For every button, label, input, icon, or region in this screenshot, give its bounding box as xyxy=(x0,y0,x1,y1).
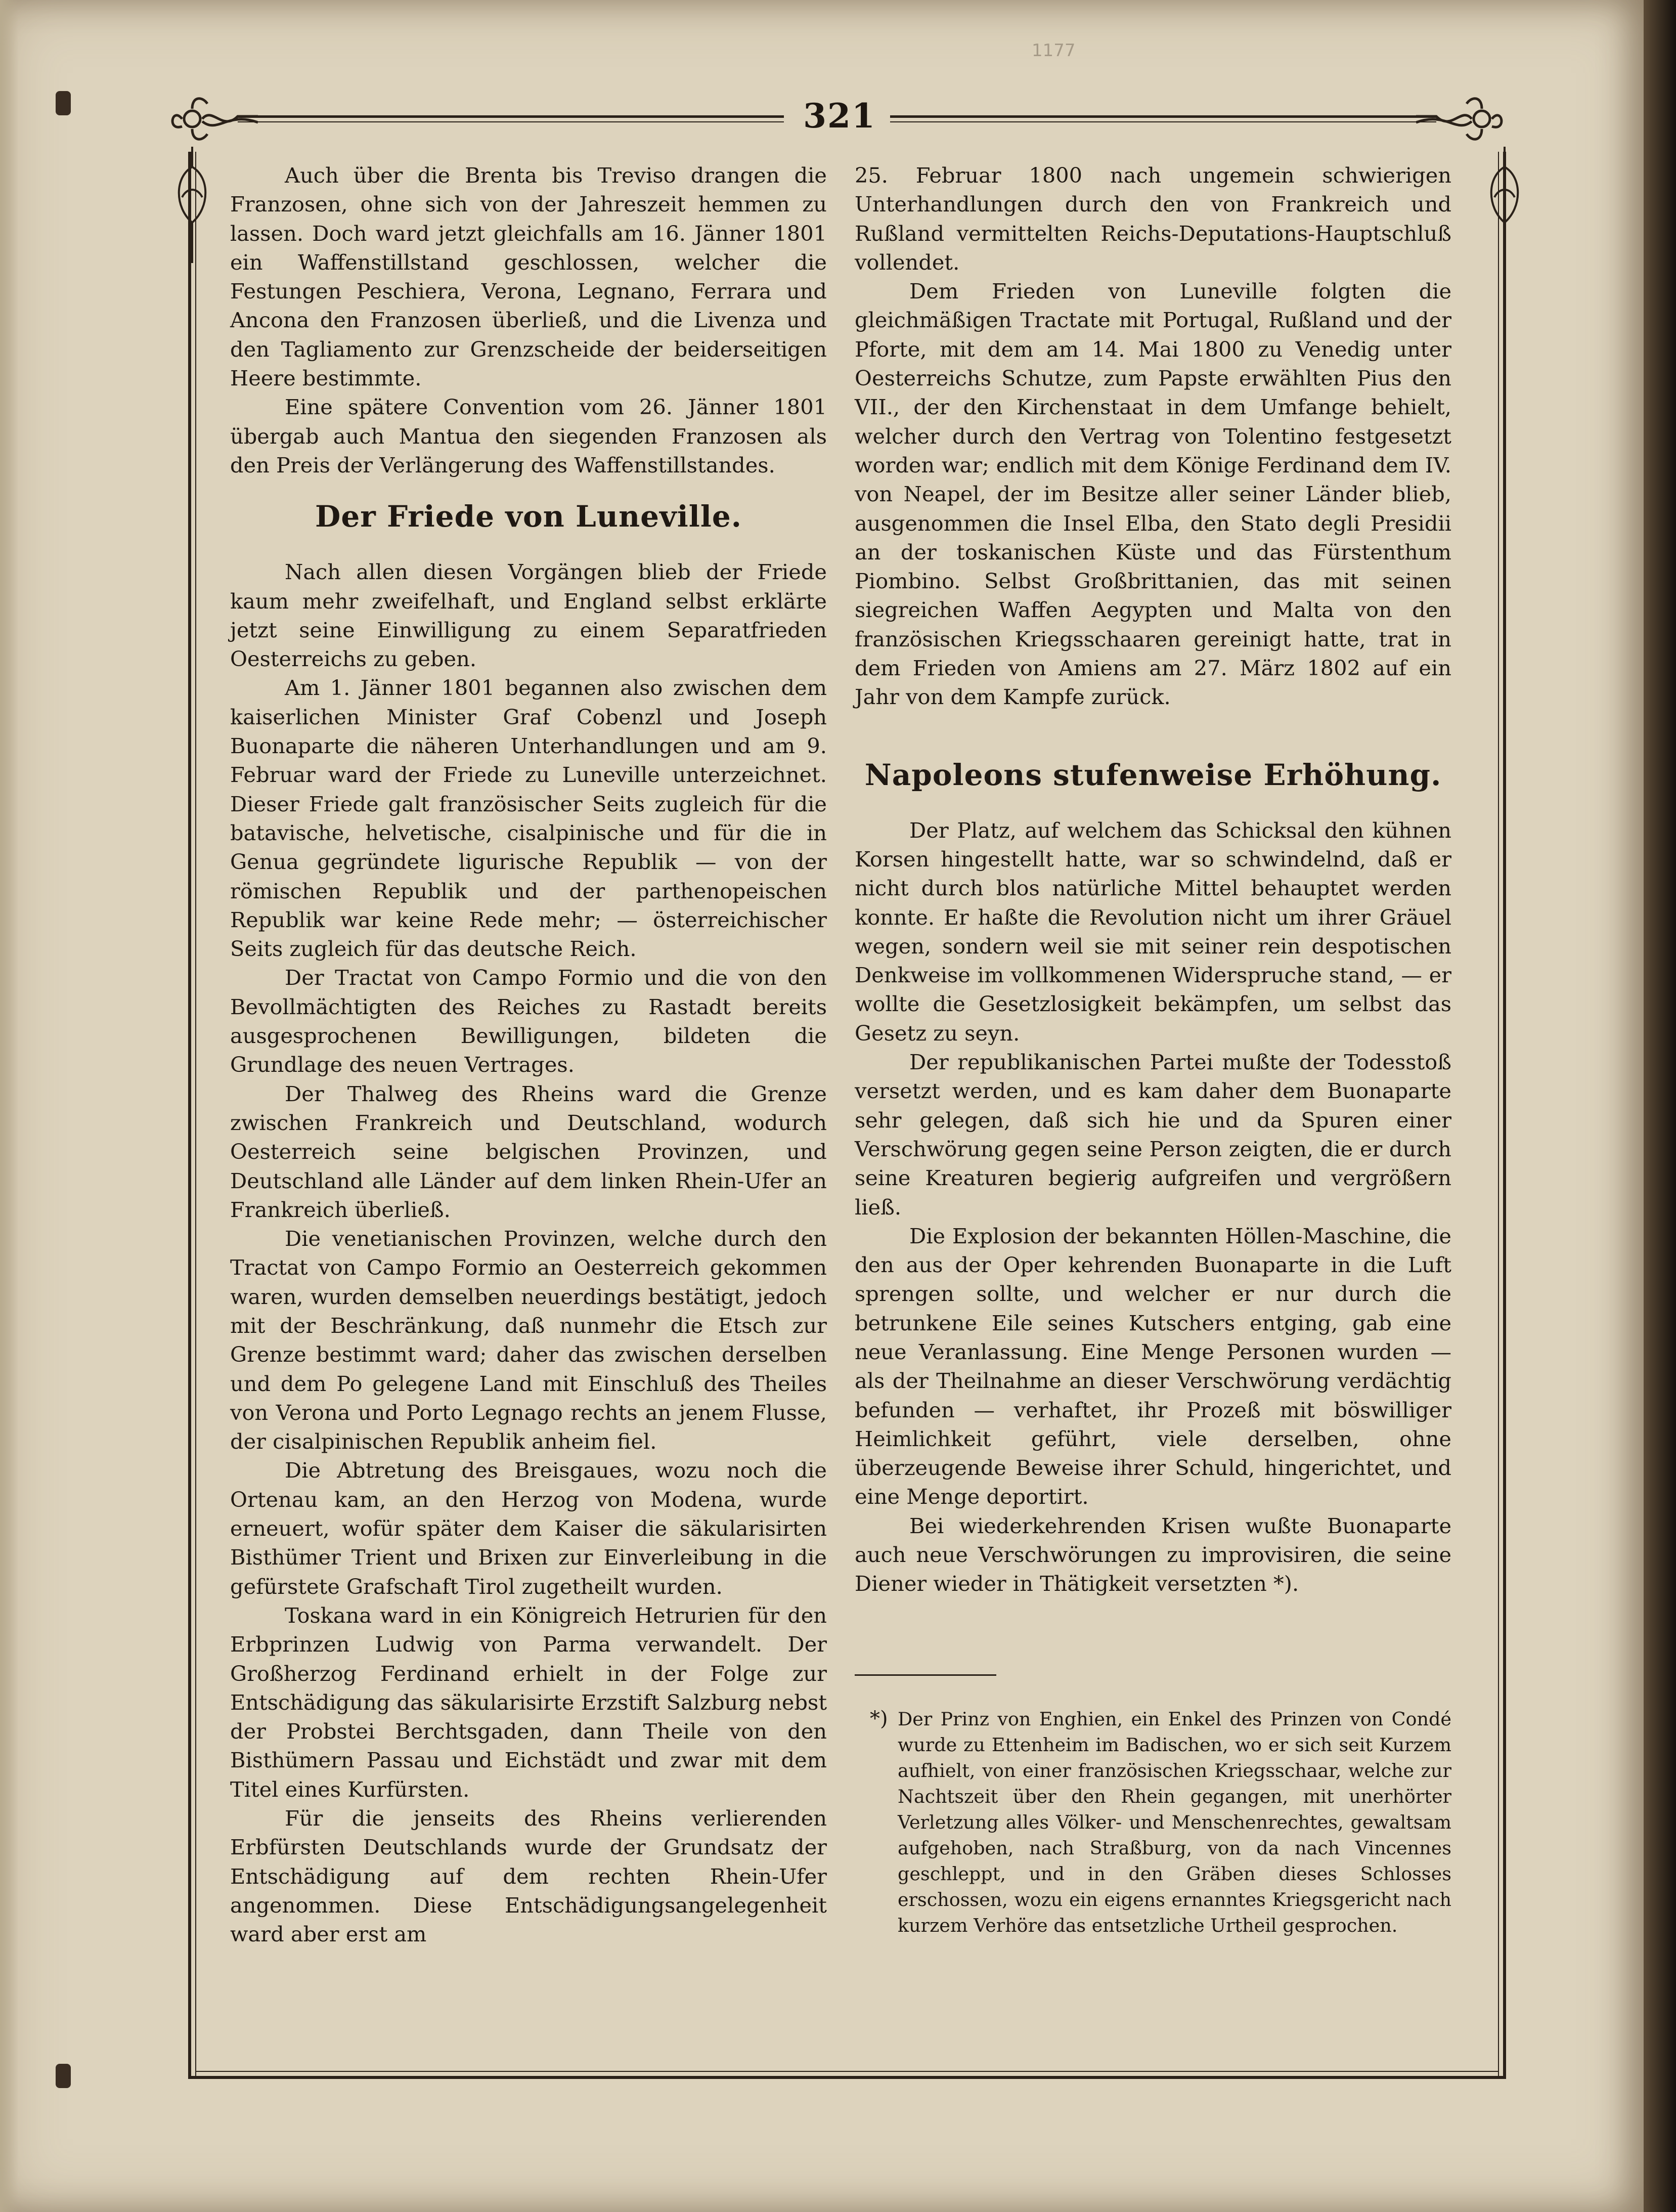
section-heading-luneville: Der Friede von Luneville. xyxy=(315,499,742,534)
footnote-rule xyxy=(855,1674,996,1676)
top-rule-right xyxy=(890,115,1436,118)
footnote xyxy=(855,1706,1451,1938)
paragraph-continuation: 25. Februar 1800 nach ungemein schwierigen Unterhandlungen durch den von Frankreich und Rußland vermittelten Reichs-Deputations-Hauptschluß vollendet. xyxy=(855,163,1451,275)
paragraph-intro-2: Eine spätere Convention vom 26. Jänner 1801 übergab auch Mantua den siegenden Franzosen als den Preis der Verlängerung des Waffenstillstandes. xyxy=(230,395,827,478)
paragraph-body-7: Toskana ward in ein Königreich Hetrurien für den Erbprinzen Ludwig von Parma verwandelt. Der Großherzog Ferdinand erhielt in der Folge zur Entschädigung das säkularisirte Erzstift Salzburg nebst der Probstei Berchtsgaden, dann Theile von den Bisthümern Passau und Eichstädt und zwar mit dem Titel eines Kurfürsten. xyxy=(230,1602,827,1802)
footnote-mark: *) xyxy=(870,1707,888,1730)
paragraph-body-6: Die Abtretung des Breisgaues, wozu noch die Ortenau kam, an den Herzog von Modena, wurde erneuert, wofür später dem Kaiser die säkularisirten Bisthümer Trient und Brixen zur Einverleibung in die gefürstete Grafschaft Tirol zugetheilt wurden. xyxy=(230,1458,827,1599)
binding-shadow xyxy=(1644,0,1676,2212)
page-edge-left xyxy=(0,0,18,2212)
top-rule-left-thin xyxy=(238,121,784,122)
paragraph-napoleon-3: Die Explosion der bekannten Höllen-Maschine, die den aus der Oper kehrenden Buonaparte in die Luft sprengen sollte, und welcher er nur durch die betrunkene Eile seines Kutschers entging, gab eine neue Veranlassung. Eine Menge Personen wurden — als der Theilnahme an dieser Verschwörung verdächtig befunden — verhaftet, ihr Prozeß mit böswilliger Heimlichkeit geführt, viele derselben, ohne überzeugende Beweise ihrer Schuld, hingerichtet, und eine Menge deportirt. xyxy=(855,1223,1451,1509)
top-rule-right-thin xyxy=(890,121,1436,122)
page-number: 321 xyxy=(803,96,876,136)
side-ornament-left-icon xyxy=(169,147,215,268)
right-column xyxy=(855,161,1451,1938)
paragraph-napoleon-2: Der republikanischen Partei mußte der Todesstoß versetzt werden, und es kam daher dem Buonaparte sehr gelegen, daß sich hie und da Spuren einer Verschwörung gegen seine Person zeigten, die er durch seine Kreaturen begierig aufgreifen und vergrößern ließ. xyxy=(855,1050,1451,1220)
paragraph-body-2: Am 1. Jänner 1801 begannen also zwischen dem kaiserlichen Minister Graf Cobenzl und Joseph Buonaparte die näheren Unterhandlungen und am 9. Februar ward der Friede zu Luneville unterzeichnet. Dieser Friede galt französischer Seits zugleich für die batavische, helvetische, cisalpinische und für die in Genua gegründete ligurische Republik — von der römischen Republik und der parthenopeischen Republik war keine Rede mehr; — österreichischer Seits zugleich für das deutsche Reich. xyxy=(230,675,827,962)
paragraph-napoleon-1: Der Platz, auf welchem das Schicksal den kühnen Korsen hingestellt hatte, war so schwindelnd, daß er nicht durch blos natürliche Mittel behauptet werden konnte. Er haßte die Revolution nicht um ihrer Gräuel wegen, sondern weil sie mit seiner rein despotischen Denkweise im vollkommenen Widerspruche stand, — er wollte die Gesetzlosigkeit bekämpfen, um selbst das Gesetz zu seyn. xyxy=(855,817,1451,1046)
section-heading-napoleon: Napoleons stufenweise Erhöhung. xyxy=(864,757,1442,792)
binding-hole-bottom xyxy=(56,2064,71,2088)
paragraph-body-8: Für die jenseits des Rheins verlierenden Erbfürsten Deutschlands wurde der Grundsatz der Entschädigung auf dem rechten Rhein-Ufer angenommen. Diese Entschädigungsangelegenheit ward aber erst am xyxy=(230,1806,827,1947)
paragraph-body-5: Die venetianischen Provinzen, welche durch den Tractat von Campo Formio an Oesterreich gekommen waren, wurden demselben neuerdings bestätigt, jedoch mit der Beschränkung, daß nunmehr die Etsch zur Grenze bestimmt ward; daher das zwischen derselben und dem Po gelegene Land mit Einschluß des Theiles von Verona und Porto Legnago rechts an jenem Flusse, der cisalpinischen Republik anheim fiel. xyxy=(230,1226,827,1454)
left-column xyxy=(230,161,827,1949)
paragraph-body-3: Der Tractat von Campo Formio und die von den Bevollmächtigten des Reiches zu Rastadt bereits ausgesprochenen Bewilligungen, bildeten die Grundlage des neuen Vertrages. xyxy=(230,965,827,1077)
paragraph-napoleon-4: Bei wiederkehrenden Krisen wußte Buonaparte auch neue Verschwörungen zu improvisiren, die seine Diener wieder in Thätigkeit versetzten *). xyxy=(855,1513,1451,1596)
frame-line-right xyxy=(1503,152,1506,2079)
paragraph-treaties: Dem Frieden von Luneville folgten die gleichmäßigen Tractate mit Portugal, Rußland und der Pforte, mit dem am 14. Mai 1800 zu Venedig unter Oesterreichs Schutze, zum Papste erwählten Pius den VII., der den Kirchenstaat in dem Umfange behielt, welcher durch den Vertrag von Tolentino festgesetzt worden war; endlich mit dem Könige Ferdinand dem IV. von Neapel, der im Besitze aller seiner Länder blieb, ausgenommen die Insel Elba, den Stato degli Presidii an der toskanischen Küste und das Fürstenthum Piombino. Selbst Großbrittanien, das mit seinen siegreichen Waffen Aegypten und Malta von den französischen Kriegsschaaren gereinigt hatte, trat in dem Frieden von Amiens am 27. März 1802 auf ein Jahr von dem Kampfe zurück. xyxy=(855,279,1451,710)
top-rule-left xyxy=(238,115,784,118)
paragraph-body-4: Der Thalweg des Rheins ward die Grenze zwischen Frankreich und Deutschland, wodurch Oesterreich seine belgischen Provinzen, und Deutschland alle Länder auf dem linken Rhein-Ufer an Frankreich überließ. xyxy=(230,1081,827,1222)
paragraph-body-1: Nach allen diesen Vorgängen blieb der Friede kaum mehr zweifelhaft, und England selbst erklärte jetzt seine Einwilligung zu einem Separatfrieden Oesterreichs zu geben. xyxy=(230,559,827,672)
frame-line-right-inner xyxy=(1498,152,1499,2079)
frame-line-bottom-inner xyxy=(195,2071,1499,2072)
side-ornament-right-icon xyxy=(1482,147,1527,268)
frame-line-bottom xyxy=(188,2076,1506,2079)
footnote-text: Der Prinz von Enghien, ein Enkel des Prinzen von Condé wurde zu Ettenheim im Badischen, wo er sich seit Kurzem aufhielt, von einer französischen Kriegsschaar, welche zur Nachtszeit über den Rhein gegangen, mit unerhörter Verletzung alles Völker- und Menschenrechtes, gewaltsam aufgehoben, nach Straßburg, von da nach Vincennes geschleppt, und in den Gräben dieses Schlosses erschossen, wozu ein eigens ernanntes Kriegsgericht nach kurzem Verhöre das entsetzliche Urtheil gesprochen. xyxy=(898,1708,1451,1936)
frame-line-left-inner xyxy=(195,152,196,2079)
frame-line-left xyxy=(188,152,191,2079)
shelfmark: 1177 xyxy=(1032,40,1076,61)
corner-ornament-left-icon xyxy=(162,91,258,147)
binding-hole-top xyxy=(56,91,71,115)
corner-ornament-right-icon xyxy=(1416,91,1512,147)
paragraph-intro-1: Auch über die Brenta bis Treviso drangen die Franzosen, ohne sich von der Jahreszeit hemmen zu lassen. Doch ward jetzt gleichfalls am 16. Jänner 1801 ein Waffenstillstand geschlossen, welcher die Festungen Peschiera, Verona, Legnano, Ferrara und Ancona den Franzosen überließ, und die Livenza und den Tagliamento zur Grenzscheide der beiderseitigen Heere bestimmte. xyxy=(230,163,827,391)
